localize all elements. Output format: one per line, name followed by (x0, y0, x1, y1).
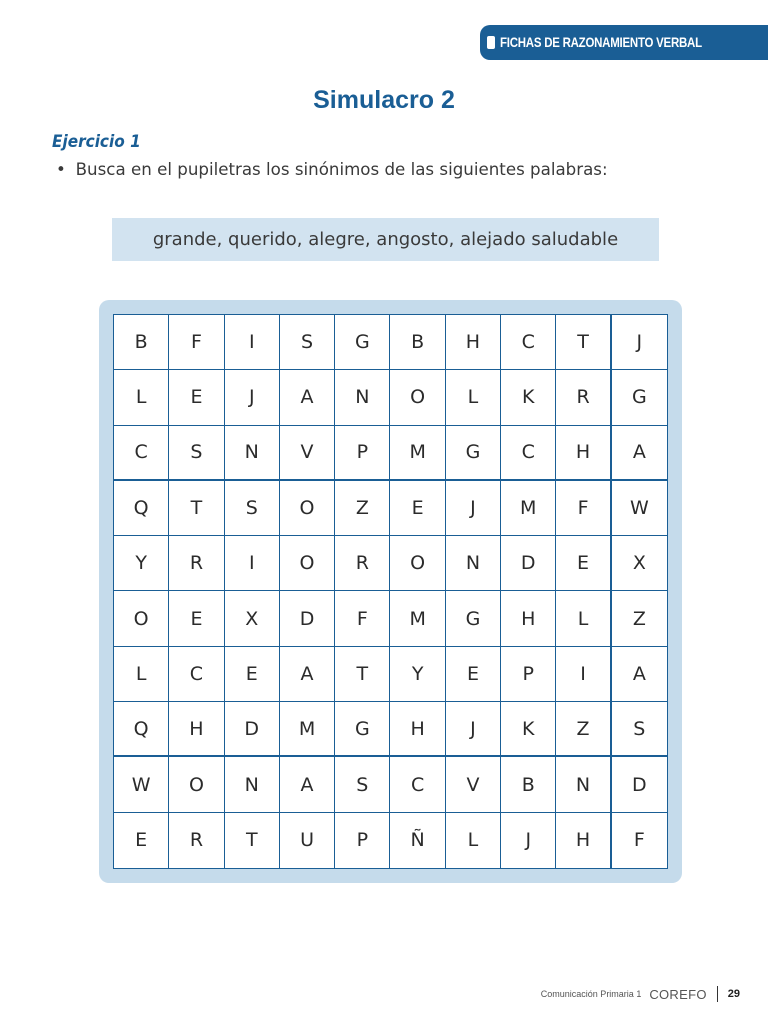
grid-cell[interactable]: B (390, 315, 445, 370)
grid-cell[interactable]: A (280, 647, 335, 702)
grid-cell[interactable]: G (446, 426, 501, 481)
grid-cell[interactable]: E (390, 481, 445, 536)
grid-cell[interactable]: H (556, 813, 611, 868)
grid-cell[interactable]: S (280, 315, 335, 370)
grid-cell[interactable]: F (556, 481, 611, 536)
grid-cell[interactable]: C (169, 647, 224, 702)
grid-cell[interactable]: I (225, 315, 280, 370)
grid-cell[interactable]: J (501, 813, 556, 868)
grid-cell[interactable]: Q (114, 702, 169, 757)
grid-cell[interactable]: H (169, 702, 224, 757)
grid-cell[interactable]: Z (612, 591, 667, 646)
exercise-instruction (56, 160, 608, 180)
grid-cell[interactable]: N (225, 426, 280, 481)
grid-cell[interactable]: R (169, 536, 224, 591)
grid-cell[interactable]: M (501, 481, 556, 536)
footer-divider (717, 986, 718, 1002)
grid-cell[interactable]: C (114, 426, 169, 481)
grid-cell[interactable]: C (501, 315, 556, 370)
grid-cell[interactable]: Y (114, 536, 169, 591)
grid-cell[interactable]: D (612, 757, 667, 812)
grid-cell[interactable]: O (390, 370, 445, 425)
grid-cell[interactable]: T (225, 813, 280, 868)
grid-cell[interactable]: A (612, 647, 667, 702)
grid-cell[interactable]: E (169, 591, 224, 646)
grid-cell[interactable]: L (114, 370, 169, 425)
grid-cell[interactable]: R (556, 370, 611, 425)
grid-cell[interactable]: C (501, 426, 556, 481)
grid-cell[interactable]: G (446, 591, 501, 646)
grid-cell[interactable]: D (280, 591, 335, 646)
grid-cell[interactable]: S (612, 702, 667, 757)
word-search-frame (99, 300, 682, 883)
grid-cell[interactable]: E (556, 536, 611, 591)
word-search-grid (113, 314, 668, 869)
page-footer (541, 986, 740, 1002)
section-header-tab (480, 25, 768, 60)
grid-cell[interactable]: C (390, 757, 445, 812)
word-list: grande, querido, alegre, angosto, alejado saludable (152, 229, 619, 250)
grid-cell[interactable]: I (556, 647, 611, 702)
grid-cell[interactable]: J (612, 315, 667, 370)
instruction-text: Busca en el pupiletras los sinónimos de las siguientes palabras: (75, 160, 608, 180)
section-marker-icon (487, 36, 495, 49)
grid-cell[interactable]: K (501, 702, 556, 757)
grid-cell[interactable]: J (446, 481, 501, 536)
grid-cell[interactable]: W (114, 757, 169, 812)
grid-cell[interactable]: Ñ (390, 813, 445, 868)
grid-cell[interactable]: F (335, 591, 390, 646)
grid-cell[interactable]: N (335, 370, 390, 425)
grid-cell[interactable]: I (225, 536, 280, 591)
grid-cell[interactable]: S (335, 757, 390, 812)
grid-cell[interactable]: H (390, 702, 445, 757)
grid-cell[interactable]: V (446, 757, 501, 812)
footer-brand-logo: COREFO (649, 986, 707, 1002)
grid-cell[interactable]: E (225, 647, 280, 702)
grid-cell[interactable]: N (556, 757, 611, 812)
grid-cell[interactable]: V (280, 426, 335, 481)
footer-course: Comunicación Primaria 1 (540, 989, 642, 999)
grid-cell[interactable]: G (335, 702, 390, 757)
grid-cell[interactable]: Z (335, 481, 390, 536)
grid-cell[interactable]: K (501, 370, 556, 425)
grid-cell[interactable]: W (612, 481, 667, 536)
grid-cell[interactable]: E (169, 370, 224, 425)
grid-cell[interactable]: M (390, 426, 445, 481)
grid-cell[interactable]: Y (390, 647, 445, 702)
grid-cell[interactable]: J (225, 370, 280, 425)
grid-cell[interactable]: H (501, 591, 556, 646)
grid-cell[interactable]: A (280, 370, 335, 425)
grid-cell[interactable]: O (169, 757, 224, 812)
grid-cell[interactable]: O (280, 536, 335, 591)
grid-cell[interactable]: Q (114, 481, 169, 536)
grid-cell[interactable]: R (335, 536, 390, 591)
grid-cell[interactable]: E (446, 647, 501, 702)
grid-cell[interactable]: E (114, 813, 169, 868)
grid-cell[interactable]: P (335, 813, 390, 868)
grid-cell[interactable]: N (225, 757, 280, 812)
grid-cell[interactable]: L (446, 813, 501, 868)
grid-cell[interactable]: X (612, 536, 667, 591)
grid-cell[interactable]: H (446, 315, 501, 370)
grid-cell[interactable]: R (169, 813, 224, 868)
grid-cell[interactable]: A (612, 426, 667, 481)
grid-cell[interactable]: O (390, 536, 445, 591)
grid-cell[interactable]: G (335, 315, 390, 370)
grid-cell[interactable]: L (556, 591, 611, 646)
grid-cell[interactable]: O (280, 481, 335, 536)
grid-cell[interactable]: P (335, 426, 390, 481)
grid-cell[interactable]: F (633, 829, 645, 852)
word-list-box (112, 218, 659, 261)
grid-cell[interactable]: H (556, 426, 611, 481)
grid-cell[interactable]: N (446, 536, 501, 591)
page-number: 29 (727, 988, 740, 1000)
exercise-label: Ejercicio 1 (52, 132, 141, 152)
grid-cell[interactable]: Z (556, 702, 611, 757)
grid-cell[interactable]: J (446, 702, 501, 757)
bullet-icon: • (56, 160, 66, 180)
grid-cell[interactable]: B (501, 757, 556, 812)
grid-cell[interactable]: D (225, 702, 280, 757)
grid-cell[interactable]: M (390, 591, 445, 646)
grid-cell[interactable]: T (169, 481, 224, 536)
grid-cell[interactable]: L (114, 647, 169, 702)
grid-cell[interactable]: M (280, 702, 335, 757)
section-label: FICHAS DE RAZONAMIENTO VERBAL (500, 34, 702, 50)
grid-cell[interactable]: S (169, 426, 224, 481)
grid-cell[interactable]: G (612, 370, 667, 425)
grid-cell[interactable]: T (335, 647, 390, 702)
grid-cell[interactable]: T (556, 315, 611, 370)
grid-cell[interactable]: U (280, 813, 335, 868)
grid-cell[interactable]: F (169, 315, 224, 370)
page-title: Simulacro 2 (313, 86, 455, 114)
grid-cell[interactable]: P (501, 647, 556, 702)
grid-cell[interactable]: X (225, 591, 280, 646)
grid-cell[interactable]: S (225, 481, 280, 536)
grid-cell[interactable]: A (280, 757, 335, 812)
grid-cell[interactable]: L (446, 370, 501, 425)
grid-cell[interactable]: D (501, 536, 556, 591)
grid-cell[interactable]: B (114, 315, 169, 370)
grid-cell[interactable]: O (114, 591, 169, 646)
